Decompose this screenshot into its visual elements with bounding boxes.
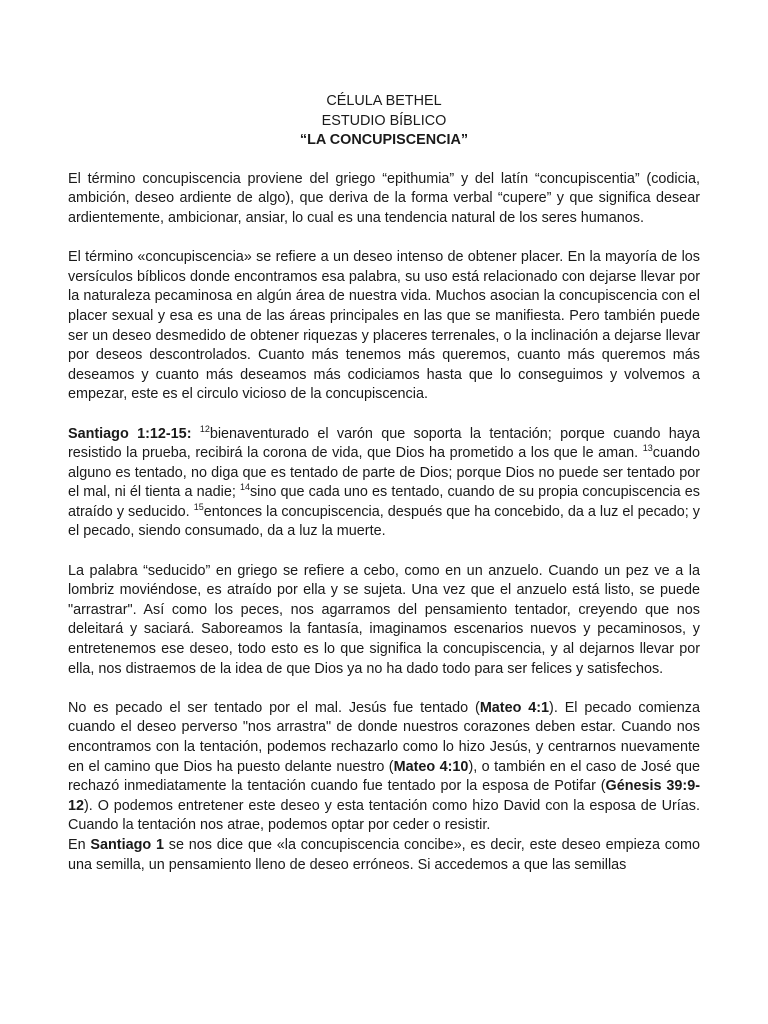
paragraph-seduced: La palabra “seducido” en griego se refiere a cebo, como en un anzuelo. Cuando un pez ve a la lombriz moviéndose, es atraído por ella y se sujeta. Una vez que el anzuelo está listo, se puede "arrastrar". Así como los peces, nos agarramos del pensamiento tentador, creyendo que nos deleitará y saciará. Saboreamos la fantasía, imaginamos escenarios nuevos y pecaminosos, y entretenemos ese deseo, todo esto es lo que significa la concupiscencia, y al dejarnos llevar por ella, nos distraemos de la idea de que Dios ya no ha dado todo para ser felices y satisfechos. [68,562,700,677]
verse-number: 15 [193,501,204,512]
verse-text: bienaventurado el varón que soporta la tentación; porque cuando haya resistido la prueba, recibirá la corona de vida, que Dios ha prometido a los que le aman. [68,425,700,462]
text-segment: ). El pecado comienza cuando el deseo perverso "nos arrastra" de donde nuestros corazones deben estar. Cuando nos encontramos con la tentación, podemos rechazarlo como lo hizo Jesús, y centrarnos nuevamente en el camino que Dios ha puesto delante nuestro ( [68,699,700,775]
text-segment: se nos dice que «la concupiscencia concibe», es decir, este deseo empieza como una semilla, un pensamiento lleno de deseo erróneos. Si accedemos a que las semillas [68,836,700,873]
scripture-reference: Santiago 1 [90,836,164,853]
scripture-reference: Mateo 4:10 [393,758,469,775]
header-line-study: ESTUDIO BÍBLICO [321,112,447,129]
scripture-reference: Génesis 39:9-12 [68,778,700,814]
scripture-reference: Mateo 4:1 [479,699,550,716]
verse-number: 14 [239,482,250,493]
paragraph-temptation [68,699,700,836]
verse-number: 12 [199,423,210,434]
paragraph-conceives [68,836,700,875]
paragraph-definition: El término «concupiscencia» se refiere a un deseo intenso de obtener placer. En la mayoría de los versículos bíblicos donde encontramos esa palabra, su uso está relacionado con dejarse llevar por la naturaleza pecaminosa en algún área de nuestra vida. Muchos asocian la concupiscencia con el placer sexual y esa es una de las áreas principales en las que se manifiesta. Pero también puede ser un deseo desmedido de obtener riquezas y placeres terrenales, o la inclinación a dejarse llevar por deseos descontrolados. Cuanto más tenemos más queremos, cuanto más queremos más deseamos y cuanto más deseamos más codiciamos hasta que lo conseguimos y volvemos a empezar, este es el circulo vicioso de la concupiscencia. [68,249,700,403]
scripture-reference: Santiago 1:12-15: [68,425,192,442]
verse-text: cuando alguno es tentado, no diga que es tentado de parte de Dios; porque Dios no puede ser tentado por el mal, ni él tienta a nadie; [68,445,700,501]
header-line-cell: CÉLULA BETHEL [326,93,442,109]
text-segment: No es pecado el ser tentado por el mal. Jesús fue tentado ( [68,699,480,716]
document-header [68,92,700,151]
verse-text: entonces la concupiscencia, después que ha concebido, da a luz el pecado; y el pecado, siendo consumado, da a luz la muerte. [68,503,700,540]
text-segment: En [68,836,91,853]
document-page [68,92,700,875]
text-segment: ). O podemos entretener este deseo y esta tentación como hizo David con la esposa de Urías. Cuando la tentación nos atrae, podemos optar por ceder o resistir. [68,797,700,834]
paragraph-etymology: El término concupiscencia proviene del griego “epithumia” y del latín “concupiscentia” (codicia, ambición, deseo ardiente de algo), que deriva de la forma verbal “cupere” y que significa desear ardientemente, ambicionar, ansiar, lo cual es una tendencia natural de los seres humanos. [68,170,700,226]
verse-number: 13 [642,443,653,454]
verse-text: sino que cada uno es tentado, cuando de su propia concupiscencia es atraído y seducido. [68,484,700,520]
document-title: “LA CONCUPISCENCIA” [299,132,469,149]
paragraph-santiago-quote [68,425,700,543]
text-segment: ), o también en el caso de José que rechazó inmediatamente la tentación cuando fue tentado por la esposa de Potifar ( [68,758,700,795]
